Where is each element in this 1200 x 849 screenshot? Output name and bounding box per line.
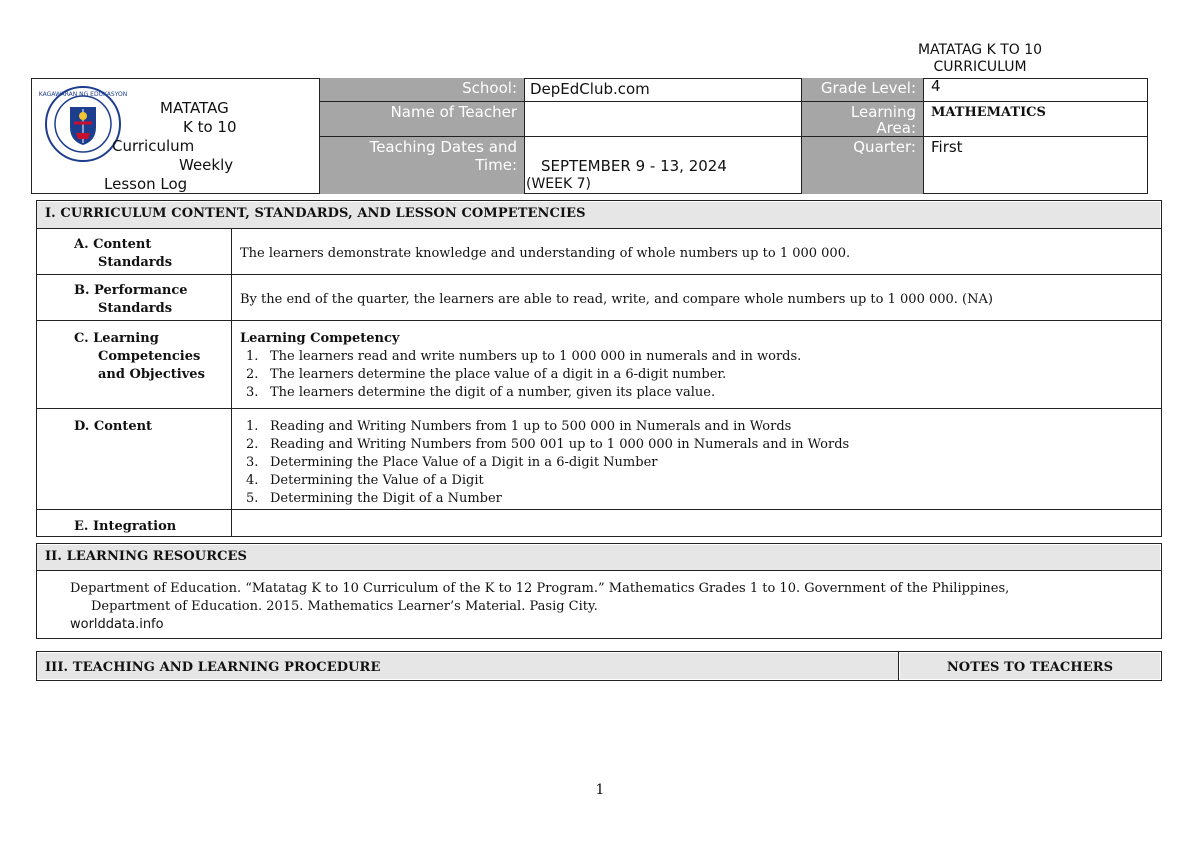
week-value: (WEEK 7) [526,176,591,192]
page-number: 1 [595,782,605,798]
content-standards-label-line1: A. Content [74,237,152,252]
learning-area-label-line1: Learning [850,103,916,121]
grade-level-value: 4 [931,77,941,95]
learning-competency-heading: Learning Competency [240,331,400,346]
list-item: 3. Determining the Place Value of a Digit in a 6-digit Number [246,455,658,470]
section-3-title: III. TEACHING AND LEARNING PROCEDURE [37,653,898,679]
logo-title-curriculum: Curriculum [112,137,195,155]
performance-standards-text: By the end of the quarter, the learners are able to read, write, and compare whole numbers up to 1 000 000. (NA) [240,292,993,307]
content-label: D. Content [74,419,153,434]
quarter-value: First [931,138,963,156]
school-label: School: [462,79,517,97]
learning-area-value: MATHEMATICS [931,105,1046,120]
competencies-label-line2: Competencies [98,349,201,364]
list-item: 2. Reading and Writing Numbers from 500 001 up to 1 000 000 in Numerals and in Words [246,437,850,452]
section-2-title: II. LEARNING RESOURCES [37,545,1160,570]
list-item: 1. The learners read and write numbers up to 1 000 000 in numerals and in words. [246,349,802,364]
competency-list [232,348,801,402]
competencies-label-line1: C. Learning [74,331,159,346]
seal-text: KAGAWARAN NG EDUKASYON [38,91,128,98]
reference-2: worlddata.info [70,617,164,632]
logo-title-k-to-10: K to 10 [183,118,237,136]
integration-label: E. Integration [74,519,177,534]
logo-title-weekly: Weekly [179,156,234,174]
section-1-title: I. CURRICULUM CONTENT, STANDARDS, AND LESSON COMPETENCIES [37,202,1160,228]
grade-level-label: Grade Level: [820,79,916,97]
list-item: 4. Determining the Value of a Digit [246,473,484,488]
list-item: 5. Determining the Digit of a Number [246,491,502,506]
dates-value: SEPTEMBER 9 - 13, 2024 [541,157,727,175]
curriculum-header-label: MATATAG K TO 10 CURRICULUM [917,42,1043,75]
content-standards-label-line2: Standards [98,255,173,270]
content-standards-text: The learners demonstrate knowledge and understanding of whole numbers up to 1 000 000. [240,246,851,261]
logo-cell [32,79,318,193]
list-item: 2. The learners determine the place value of a digit in a 6-digit number. [246,367,727,382]
deped-seal-icon [38,85,128,163]
logo-title-lesson-log: Lesson Log [104,175,188,193]
reference-1-line2: Department of Education. 2015. Mathematics Learner’s Material. Pasig City. [91,599,598,614]
competencies-label-line3: and Objectives [98,367,205,382]
list-item: 3. The learners determine the digit of a number, given its place value. [246,385,716,400]
teacher-label: Name of Teacher [390,103,517,121]
notes-to-teachers-heading: NOTES TO TEACHERS [900,653,1160,679]
performance-standards-label-line1: B. Performance [74,283,188,298]
school-value: DepEdClub.com [530,80,650,98]
list-item: 1. Reading and Writing Numbers from 1 up to 500 000 in Numerals and in Words [246,419,792,434]
content-list [232,418,849,508]
reference-1-line1: Department of Education. “Matatag K to 10 Curriculum of the K to 12 Program.” Mathematics Grades 1 to 10. Government of the Philippines, [70,581,1010,596]
quarter-label: Quarter: [853,138,916,156]
logo-title-matatag: MATATAG [160,99,229,117]
performance-standards-label-line2: Standards [98,301,173,316]
learning-area-label-line2: Area: [876,119,916,137]
dates-label-line2: Time: [475,156,517,174]
dates-label-line1: Teaching Dates and [369,138,517,156]
